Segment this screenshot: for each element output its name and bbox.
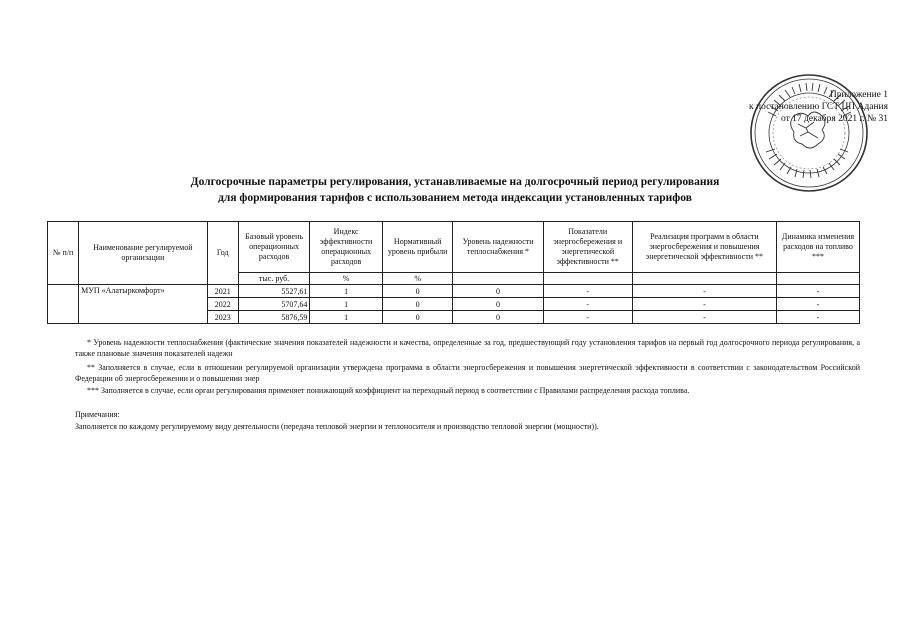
header-year: Год: [207, 222, 238, 285]
header-profit-level: Нормативный уровень прибыли: [382, 222, 453, 273]
unit-empty: [543, 273, 632, 285]
header-num: № п/п: [48, 222, 79, 285]
header-efficiency-index: Индекс эффективности операционных расходов: [310, 222, 383, 273]
header-programs: Реализация программ в области энергосбережения и повышения энергетической эффективности **: [632, 222, 776, 273]
title-line-1: Долгосрочные параметры регулирования, устанавливаемые на долгосрочный период регулирования: [190, 176, 720, 188]
table-row: [48, 285, 860, 298]
footnote-energy-program: ** Заполняется в случае, если в отношении регулируемой организации утверждена программа в области энергосбережения и повышения энергетической эффективности в соответствии с законодательством Российской Федерации об энергосбережении и о повышении энер: [75, 363, 860, 383]
unit-base: тыс. руб.: [238, 273, 310, 285]
cell-reliability: 0: [453, 298, 543, 311]
unit-empty: [453, 273, 543, 285]
cell-energy: -: [543, 285, 632, 298]
header-energy-saving: Показатели энергосбережения и энергетической эффективности **: [543, 222, 632, 273]
cell-profit: 0: [382, 311, 453, 324]
unit-index: %: [310, 273, 383, 285]
document-title: [90, 174, 820, 206]
remarks-heading: Примечания:: [75, 410, 120, 419]
appendix-line-3: от 17 декабря 2021 г. № 31: [781, 114, 888, 124]
cell-index: 1: [310, 311, 383, 324]
cell-profit: 0: [382, 298, 453, 311]
cell-energy: -: [543, 298, 632, 311]
parameters-table: [47, 221, 860, 324]
cell-row-number: [48, 285, 79, 324]
cell-fuel: -: [776, 311, 859, 324]
cell-program: -: [632, 311, 776, 324]
cell-base: 5707,64: [238, 298, 310, 311]
cell-energy: -: [543, 311, 632, 324]
header-organization: Наименование регулируемой организации: [79, 222, 208, 285]
table-header-row: [48, 222, 860, 273]
cell-index: 1: [310, 298, 383, 311]
cell-profit: 0: [382, 285, 453, 298]
cell-year: 2023: [207, 311, 238, 324]
cell-index: 1: [310, 285, 383, 298]
cell-fuel: -: [776, 285, 859, 298]
title-line-2: для формирования тарифов с использованием метода индексации установленных тарифов: [218, 192, 692, 204]
cell-program: -: [632, 298, 776, 311]
cell-year: 2021: [207, 285, 238, 298]
unit-empty: [632, 273, 776, 285]
header-base-level: Базовый уровень операционных расходов: [238, 222, 310, 273]
remarks-text: Заполняется по каждому регулируемому виду деятельности (передача тепловой энергии и теплоносителя и производство тепловой энергии (мощности)).: [75, 422, 599, 431]
header-fuel-dynamics: Динамика изменения расходов на топливо ***: [776, 222, 859, 273]
cell-year: 2022: [207, 298, 238, 311]
footnote-reliability: * Уровень надежности теплоснабжения (фактические значения показателей надежности и качества, определенные за год, предшествующий году установления тарифов на первый год долгосрочного периода регулирования, а также плановые значения показателей надежн: [75, 338, 860, 358]
unit-profit: %: [382, 273, 453, 285]
appendix-line-2: к постановлению ГСТ ЦП Адания: [749, 102, 888, 112]
cell-program: -: [632, 285, 776, 298]
header-reliability: Уровень надежности теплоснабжения *: [453, 222, 543, 273]
cell-organization: МУП «Алатыркомфорт»: [79, 285, 208, 324]
cell-base: 5876,59: [238, 311, 310, 324]
cell-reliability: 0: [453, 311, 543, 324]
unit-empty: [776, 273, 859, 285]
cell-fuel: -: [776, 298, 859, 311]
cell-reliability: 0: [453, 285, 543, 298]
appendix-line-1: Приложение 1: [829, 90, 888, 100]
footnote-fuel: *** Заполняется в случае, если орган регулирования применяет понижающий коэффициент на переходный период в соответствии с Правилами распределения расхода топлива.: [87, 386, 690, 395]
cell-base: 5527,61: [238, 285, 310, 298]
